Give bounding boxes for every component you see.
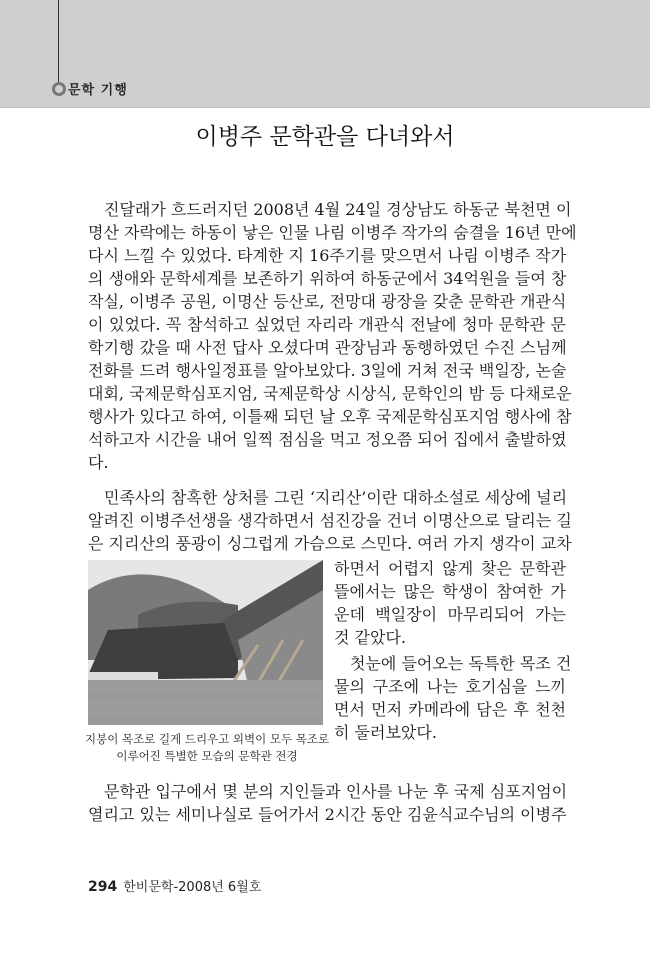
- body-line: 것 같았다.: [334, 628, 406, 647]
- body-line: 물의 구조에 나는 호기심을 느끼: [334, 677, 566, 696]
- body-line: 알려진 이병주선생을 생각하면서 섬진강을 건너 이명산으로 달리는 길: [88, 511, 572, 530]
- page-number: 294: [88, 879, 118, 895]
- body-line: 히 둘러보았다.: [334, 723, 437, 742]
- body-line: 문학관 입구에서 몇 분의 지인들과 인사를 나눈 후 국제 심포지엄이: [104, 782, 568, 801]
- photo-caption-line: 지붕이 목조로 길게 드리우고 외벽이 모두 목조로: [85, 732, 330, 746]
- body-line: 하면서 어렵지 않게 찾은 문학관: [334, 559, 566, 578]
- literature-museum-photo: [88, 560, 323, 725]
- body-line: 석하고자 시간을 내어 일찍 점심을 먹고 정오쯤 되어 집에서 출발하였: [88, 430, 567, 449]
- body-line: 은 지리산의 풍광이 싱그럽게 가슴으로 스민다. 여러 가지 생각이 교차: [88, 534, 572, 553]
- page-footer: [88, 876, 261, 895]
- body-line: 열리고 있는 세미나실로 들어가서 2시간 동안 김윤식교수님의 이병주: [88, 805, 567, 824]
- body-line: 진달래가 흐드러지던 2008년 4월 24일 경상남도 하동군 북천면 이: [104, 200, 572, 219]
- body-line: 행사가 있다고 하여, 이틀째 되던 날 오후 국제문학심포지엄 행사에 참: [88, 407, 572, 426]
- body-line: 면서 먼저 카메라에 담은 후 천천: [334, 700, 566, 719]
- body-line: 대회, 국제문학심포지엄, 국제문학상 시상식, 문학인의 밤 등 다채로운: [88, 384, 572, 403]
- body-line: 다.: [88, 453, 109, 472]
- photo-caption-line: 이루어진 특별한 모습의 문학관 전경: [116, 749, 298, 763]
- body-line: 의 생애와 문학세계를 보존하기 위하여 하동군에서 34억원을 들여 창: [88, 269, 567, 288]
- section-label: 문학 기행: [68, 83, 128, 98]
- body-line: 운데 백일장이 마무리되어 가는: [334, 605, 566, 624]
- article-title: 이병주 문학관을 다녀와서: [195, 124, 455, 150]
- body-line: 학기행 갔을 때 사전 답사 오셨다며 관장님과 동행하였던 수진 스님께: [88, 338, 567, 357]
- body-line: 다시 느낄 수 있었다. 타계한 지 16주기를 맞으면서 나림 이병주 작가: [88, 246, 567, 265]
- publication-name: 한비문학-2008년 6월호: [123, 880, 262, 895]
- body-line: 작실, 이병주 공원, 이명산 등산로, 전망대 광장을 갖춘 문학관 개관식: [88, 292, 567, 311]
- header-rule: [58, 0, 59, 82]
- ring-bullet-icon: [52, 82, 66, 96]
- body-line: 민족사의 참혹한 상처를 그린 ‘지리산’이란 대하소설로 세상에 널리: [104, 488, 568, 507]
- body-line: 이 있었다. 꼭 참석하고 싶었던 자리라 개관식 전날에 청마 문학관 문: [88, 315, 566, 334]
- body-line: 전화를 드려 행사일정표를 알아보았다. 3일에 거쳐 전국 백일장, 논술: [88, 361, 567, 380]
- body-line: 명산 자락에는 하동이 낳은 인물 나림 이병주 작가의 숨결을 16년 만에: [88, 223, 577, 242]
- body-line: 뜰에서는 많은 학생이 참여한 가: [334, 582, 566, 601]
- body-line: 첫눈에 들어오는 독특한 목조 건: [350, 654, 572, 673]
